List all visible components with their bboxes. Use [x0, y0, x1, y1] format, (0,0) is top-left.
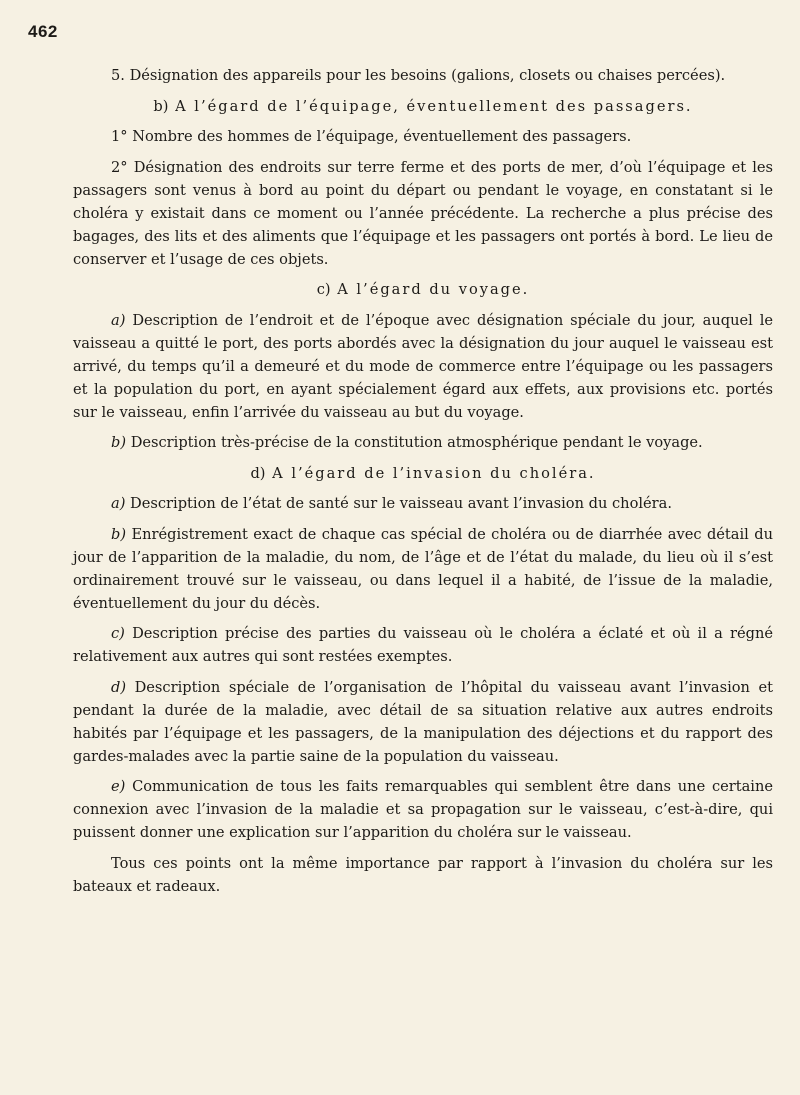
item-label: a) [111, 311, 126, 329]
closing-paragraph: Tous ces points ont la même importance par rapport à l’invasion du choléra sur les bateaux et radeaux. [73, 854, 773, 895]
item-label: a) [111, 495, 126, 512]
item-text: Description de l’état de santé sur le vaisseau avant l’invasion du choléra. [130, 495, 672, 512]
item-label: d) [111, 678, 127, 696]
item-text: Communication de tous les faits remarquables qui semblent être dans une certaine connexion avec l’invasion de la maladie et sa propagation sur le vaisseau, c’est-à-dire, qui puissent donner une explication sur l’apparition du choléra sur le vaisseau. [73, 778, 774, 841]
section-c-item-b [73, 431, 773, 454]
item-label: c) [111, 625, 125, 642]
section-d-item-b [73, 523, 773, 615]
section-b-item-1 [73, 125, 773, 148]
section-c-title: A l’égard du voyage. [337, 281, 530, 298]
section-b-heading [73, 95, 773, 118]
item-label: b) [111, 434, 127, 451]
section-d-title: A l’égard de l’invasion du choléra. [272, 464, 596, 482]
item-text: Description très-précise de la constitution atmosphérique pendant le voyage. [130, 434, 703, 451]
item-label: e) [111, 778, 126, 795]
paragraph-5: 5. Désignation des appareils pour les besoins (galions, closets ou chaises percées). [111, 67, 726, 84]
document-body [73, 64, 773, 905]
section-d-label: d) [250, 464, 266, 482]
section-b-title: A l’égard de l’équipage, éventuellement des passagers. [175, 97, 693, 115]
page-number: 462 [28, 22, 58, 41]
section-c-label: c) [316, 281, 331, 298]
item-number: 1° [111, 128, 128, 145]
section-d-heading [73, 462, 773, 485]
item-text: Désignation des endroits sur terre ferme et des ports de mer, d’où l’équipage et les passagers sont venus à bord au point du départ ou pendant le voyage, en constatant si le choléra y existait dans ce moment ou l’année précédente. La recherche a plus précise des bagages, des lits et des aliments que l’équipage et les passagers ont portés à bord. Le lieu de conserver et l’usage de ces objets. [73, 158, 773, 268]
section-c-item-a [73, 309, 773, 424]
item-text: Nombre des hommes de l’équipage, éventuellement des passagers. [132, 128, 632, 145]
section-c-heading [73, 278, 773, 301]
section-b-item-2 [73, 156, 773, 271]
item-text: Description de l’endroit et de l’époque avec désignation spéciale du jour, auquel le vaisseau a quitté le port, des ports abordés avec la désignation du jour auquel le vaisseau est arrivé, du temps qu’il a demeuré et du mode de commerce entre l’équipage ou les passagers et la population du port, en ayant spécialement égard aux effets, aux provisions etc. portés sur le vaisseau, enfin l’arrivée du vaisseau au but du voyage. [73, 311, 773, 421]
section-d-item-e [73, 775, 773, 844]
item-label: b) [111, 525, 127, 543]
section-d-item-a [73, 492, 773, 515]
section-d-item-d [73, 676, 773, 768]
item-text: Description précise des parties du vaisseau où le choléra a éclaté et où il a régné relativement aux autres qui sont restées exemptes. [73, 625, 774, 665]
item-text: Enrégistrement exact de chaque cas spécial de choléra ou de diarrhée avec détail du jour de l’apparition de la maladie, du nom, de l’âge et de l’état du malade, du lieu où il s’est ordinairement trouvé sur le vaisseau, ou dans lequel il a habité, de l’issue de la maladie, éventuellement du jour du décès. [73, 525, 773, 612]
item-text: Description spéciale de l’organisation de l’hôpital du vaisseau avant l’invasion et pendant la durée de la maladie, avec détail de sa situation relative aux autres endroits habités par l’équipage et les passagers, de la manipulation des déjections et du rapport des gardes-malades avec la partie saine de la population du vaisseau. [73, 678, 773, 765]
section-b-label: b) [153, 97, 169, 115]
section-d-item-c [73, 622, 773, 668]
item-number: 2° [111, 158, 128, 176]
